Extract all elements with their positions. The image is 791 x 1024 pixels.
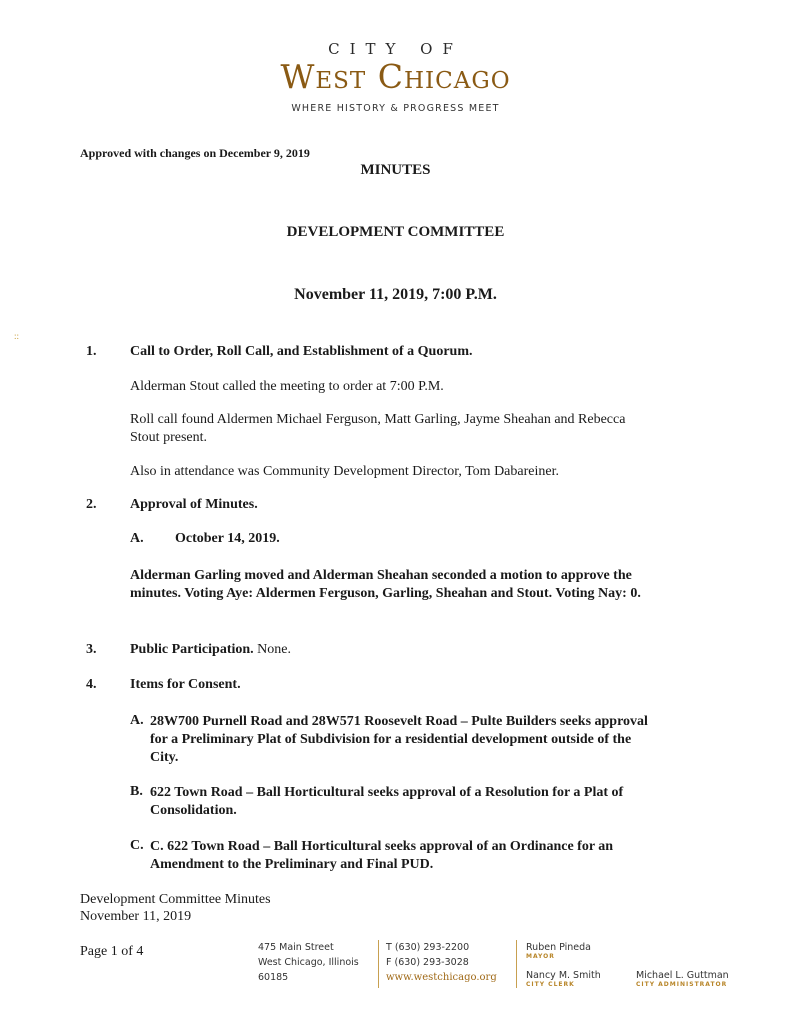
letterhead-tagline: WHERE HISTORY & PROGRESS MEET — [291, 103, 500, 114]
mayor-block — [526, 942, 591, 960]
consent-item-text: 622 Town Road – Ball Horticultural seeks approval of a Resolution for a Plat of Consolidation. — [150, 785, 624, 818]
section-heading: Public Participation. — [130, 642, 254, 657]
mayor-name: Ruben Pineda — [526, 942, 591, 953]
consent-item-text: 28W700 Purnell Road and 28W571 Roosevelt Road – Pulte Builders seeks approval for a Preliminary Plat of Subdivision for a residential development outside of the City. — [150, 714, 648, 765]
footer-doc-name: Development Committee Minutes — [80, 892, 271, 907]
administrator-name: Michael L. Guttman — [636, 970, 729, 981]
section-number: 2. — [86, 497, 97, 512]
consent-item-text: C. 622 Town Road – Ball Horticultural seeks approval of an Ordinance for an Amendment to the Preliminary and Final PUD. — [150, 839, 614, 872]
phone-number: T (630) 293-2200 — [386, 942, 470, 953]
clerk-title: CITY CLERK — [526, 981, 575, 988]
subsection-letter: A. — [130, 531, 144, 546]
address-line: West Chicago, Illinois — [258, 957, 359, 968]
section-heading: Items for Consent. — [130, 677, 241, 692]
section-number: 3. — [86, 642, 97, 657]
consent-item-letter: A. — [130, 713, 144, 728]
section-text: None. — [253, 642, 291, 657]
administrator-title: CITY ADMINISTRATOR — [636, 981, 728, 988]
administrator-block — [636, 970, 729, 988]
scan-mark-icon: :: — [14, 331, 20, 341]
letterhead-city-of: CITY OF — [328, 40, 463, 58]
address-line: 60185 — [258, 972, 289, 983]
footer-doc-date: November 11, 2019 — [80, 909, 192, 924]
section-line — [130, 642, 291, 658]
website-link[interactable]: www.westchicago.org — [386, 972, 497, 983]
page-number: Page 1 of 4 — [80, 944, 144, 959]
committee-name: DEVELOPMENT COMMITTEE — [286, 224, 505, 240]
motion-text: Alderman Garling moved and Alderman Sheahan seconded a motion to approve the minutes. Voting Aye: Aldermen Ferguson, Garling, Sheahan and Stout. Voting Nay: 0. — [130, 568, 641, 601]
footer-divider — [378, 940, 379, 988]
clerk-name: Nancy M. Smith — [526, 970, 601, 981]
city-logo-wordmark: West Chicago — [280, 57, 511, 96]
section-paragraph: Alderman Stout called the meeting to order at 7:00 P.M. — [130, 379, 444, 394]
mayor-title: MAYOR — [526, 953, 555, 960]
footer-address — [258, 940, 359, 985]
section-number: 1. — [86, 344, 97, 359]
section-number: 4. — [86, 677, 97, 692]
approval-note: Approved with changes on December 9, 2019 — [80, 146, 310, 160]
meeting-date: November 11, 2019, 7:00 P.M. — [294, 286, 497, 303]
document-title: MINUTES — [360, 162, 431, 178]
fax-number: F (630) 293-3028 — [386, 957, 469, 968]
section-heading: Call to Order, Roll Call, and Establishment of a Quorum. — [130, 344, 473, 359]
footer-contact — [386, 940, 497, 985]
address-line: 475 Main Street — [258, 942, 334, 953]
consent-item-letter: B. — [130, 784, 143, 799]
consent-item-letter: C. — [130, 838, 144, 853]
section-heading: Approval of Minutes. — [130, 497, 258, 512]
footer-divider — [516, 940, 517, 988]
clerk-block — [526, 970, 601, 988]
section-paragraph: Also in attendance was Community Development Director, Tom Dabareiner. — [130, 464, 559, 479]
section-paragraph: Roll call found Aldermen Michael Ferguson, Matt Garling, Jayme Sheahan and Rebecca Stout present. — [130, 412, 626, 445]
subsection-heading: October 14, 2019. — [175, 531, 280, 546]
